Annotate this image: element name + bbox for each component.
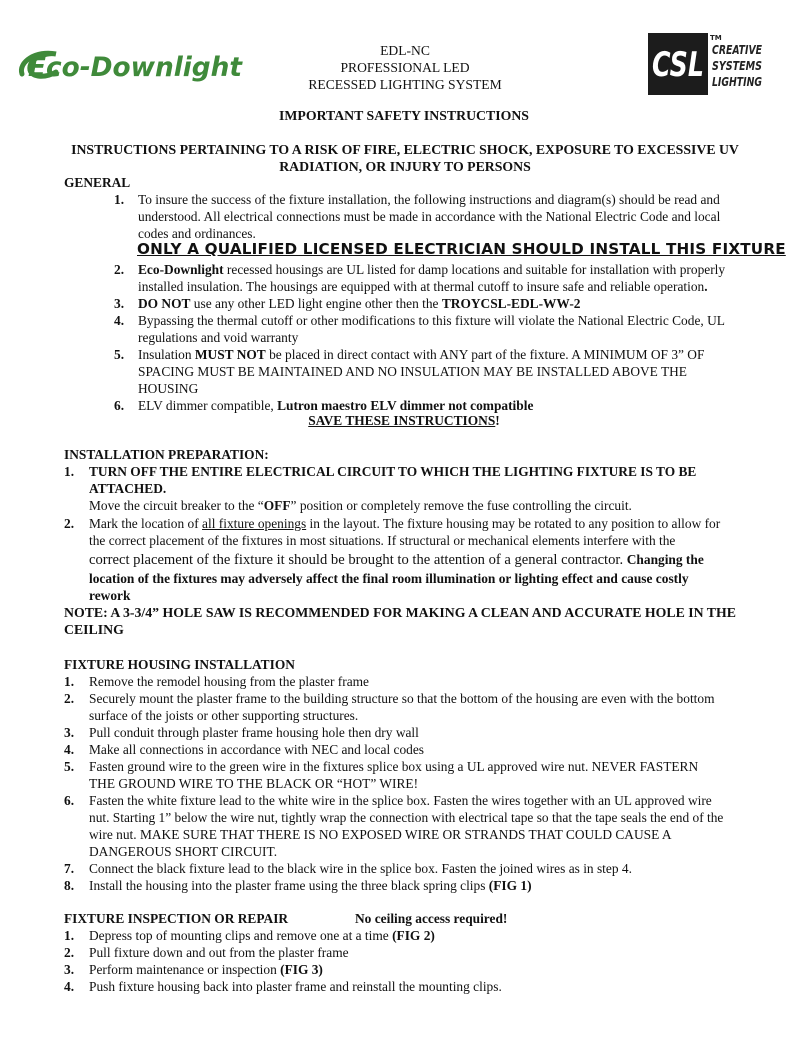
housing-item-num: 5. [64, 759, 75, 774]
prep-item-1-line: Move the circuit breaker to the “OFF” position or completely remove the fuse controlling the circuit. [89, 498, 632, 513]
general-item-2-line: installed insulation. The housings are equipped with at thermal cutoff to insure safe and reliable operation. [138, 279, 708, 294]
figure-reference: (FIG 2) [392, 928, 435, 943]
csl-trademark: TM [710, 34, 722, 42]
housing-item-line: DANGEROUS SHORT CIRCUIT. [89, 844, 278, 859]
general-item-6-num: 6. [114, 398, 125, 413]
housing-item-line: Remove the remodel housing from the plaster frame [89, 674, 370, 689]
housing-item-line: THE GROUND WIRE TO THE BLACK OR “HOT” WIRE! [89, 776, 419, 791]
prep-item-1-num: 1. [64, 464, 75, 479]
prep-item-2-num: 2. [64, 516, 75, 531]
general-item-2-num: 2. [114, 262, 125, 277]
general-item-1-num: 1. [114, 192, 125, 207]
repair-item-num: 4. [64, 979, 75, 994]
general-item-1-line: codes and ordinances. [138, 226, 256, 241]
safety-title: IMPORTANT SAFETY INSTRUCTIONS [279, 108, 529, 123]
hole-saw-note: NOTE: A 3-3/4” HOLE SAW IS RECOMMENDED FOR MAKING A CLEAN AND ACCURATE HOLE IN THE [64, 605, 736, 620]
housing-heading: FIXTURE HOUSING INSTALLATION [64, 657, 295, 672]
csl-logo-text: CSL [652, 45, 704, 85]
housing-item-num: 2. [64, 691, 75, 706]
general-heading: GENERAL [64, 175, 131, 190]
no-ceiling-access-note: No ceiling access required! [355, 911, 508, 926]
prep-item-1-line: ATTACHED. [89, 481, 167, 496]
figure-reference: (FIG 3) [280, 962, 323, 977]
housing-item-line: Securely mount the plaster frame to the building structure so that the bottom of the housing are even with the bottom [89, 691, 715, 706]
light-engine-model: TROYCSL-EDL-WW-2 [441, 296, 581, 311]
housing-item-line: Make all connections in accordance with NEC and local codes [89, 742, 425, 757]
general-item-5-line: HOUSING [138, 381, 199, 396]
repair-item-line: Depress top of mounting clips and remove one at a time (FIG 2) [89, 928, 435, 943]
prep-heading: INSTALLATION PREPARATION: [64, 447, 269, 462]
repair-item-line: Push fixture housing back into plaster frame and reinstall the mounting clips. [89, 979, 502, 994]
repair-item-num: 3. [64, 962, 75, 977]
general-item-5-line: SPACING MUST BE MAINTAINED AND NO INSULATION MAY BE INSTALLED ABOVE THE [138, 364, 687, 379]
housing-item-line: Connect the black fixture lead to the black wire in the splice box. Fasten the joined wires as in step 4. [89, 861, 632, 876]
prep-item-1-line: TURN OFF THE ENTIRE ELECTRICAL CIRCUIT TO WHICH THE LIGHTING FIXTURE IS TO BE [89, 464, 697, 479]
prep-item-2-line: rework [89, 588, 131, 603]
general-item-3-num: 3. [114, 296, 125, 311]
housing-item-line: Fasten the white fixture lead to the white wire in the splice box. Fasten the wires together with an UL approved wire [89, 793, 712, 808]
hole-saw-note: CEILING [64, 622, 124, 637]
repair-item-num: 1. [64, 928, 75, 943]
general-item-4-line: Bypassing the thermal cutoff or other modifications to this fixture will violate the National Electric Code, UL [138, 313, 725, 328]
general-item-4-line: regulations and void warranty [138, 330, 299, 345]
csl-word-systems: SYSTEMS [712, 59, 762, 73]
figure-reference: (FIG 1) [488, 878, 532, 893]
repair-heading: FIXTURE INSPECTION OR REPAIR [64, 911, 289, 926]
general-item-5-num: 5. [114, 347, 125, 362]
general-item-4-num: 4. [114, 313, 125, 328]
general-item-1-line: To insure the success of the fixture installation, the following instructions and diagram(s) should be read and [138, 192, 720, 207]
header-system-name: RECESSED LIGHTING SYSTEM [308, 77, 502, 92]
prep-item-2-line: location of the fixtures may adversely affect the final room illumination or lighting effect and cause costly [89, 571, 689, 586]
housing-item-line: Pull conduit through plaster frame housing hole then dry wall [89, 725, 419, 740]
warning-title: INSTRUCTIONS PERTAINING TO A RISK OF FIRE, ELECTRIC SHOCK, EXPOSURE TO EXCESSIVE UV RADIATION, OR INJURY TO PERSONS [71, 142, 739, 174]
csl-word-creative: CREATIVE [712, 43, 763, 57]
housing-item-num: 4. [64, 742, 75, 757]
general-item-5-line: Insulation MUST NOT be placed in direct contact with ANY part of the fixture. A MINIMUM OF 3” OF [138, 347, 705, 362]
general-item-3-line: DO NOT use any other LED light engine other then the TROYCSL-EDL-WW-2 [138, 296, 581, 311]
general-item-1-line: understood. All electrical connections must be made in accordance with the National Electric Code and local [138, 209, 721, 224]
housing-item-num: 7. [64, 861, 75, 876]
brand-name: Eco-Downlight [138, 262, 224, 277]
qualified-electrician-banner: ONLY A QUALIFIED LICENSED ELECTRICIAN SHOULD INSTALL THIS FIXTURE [137, 240, 786, 258]
housing-item-num: 1. [64, 674, 75, 689]
save-instructions: SAVE THESE INSTRUCTIONS! [308, 413, 500, 428]
repair-item-num: 2. [64, 945, 75, 960]
header-model: EDL-NC [380, 43, 430, 58]
header-product-line: PROFESSIONAL LED [340, 60, 470, 75]
csl-word-lighting: LIGHTING [712, 75, 763, 89]
csl-logo [646, 30, 766, 98]
housing-item-line: wire nut. MAKE SURE THAT THERE IS NO EXPOSED WIRE OR STRANDS THAT COULD CAUSE A [89, 827, 672, 842]
logo-brand-text: Eco-Downlight [28, 52, 244, 83]
housing-item-num: 6. [64, 793, 75, 808]
prep-item-2-line: Mark the location of all fixture openings in the layout. The fixture housing may be rotated to any position to allow for [89, 516, 721, 531]
housing-item-line: Fasten ground wire to the green wire in the fixtures splice box using a UL approved wire nut. NEVER FASTERN [89, 759, 699, 774]
general-item-6-line: ELV dimmer compatible, Lutron maestro ELV dimmer not compatible [138, 398, 534, 413]
housing-item-line: surface of the joists or other supporting structures. [89, 708, 359, 723]
repair-item-line: Pull fixture down and out from the plaster frame [89, 945, 349, 960]
housing-item-num: 8. [64, 878, 75, 893]
general-item-2-line: Eco-Downlight recessed housings are UL listed for damp locations and suitable for installation with properly [138, 262, 726, 277]
housing-item-line: Install the housing into the plaster frame using the three black spring clips (FIG 1) [89, 878, 532, 893]
housing-item-line: nut. Starting 1” below the wire nut, tightly wrap the connection with electrical tape so that the tape seals the end of the [89, 810, 724, 825]
prep-item-2-line: the correct placement of the fixtures in most situations. If structural or mechanical elements interfere with the [89, 533, 676, 548]
eco-downlight-logo [16, 44, 246, 86]
housing-item-num: 3. [64, 725, 75, 740]
repair-item-line: Perform maintenance or inspection (FIG 3) [89, 962, 323, 977]
prep-item-2-line: correct placement of the fixture it should be brought to the attention of a general contractor. Changing the [89, 552, 704, 568]
